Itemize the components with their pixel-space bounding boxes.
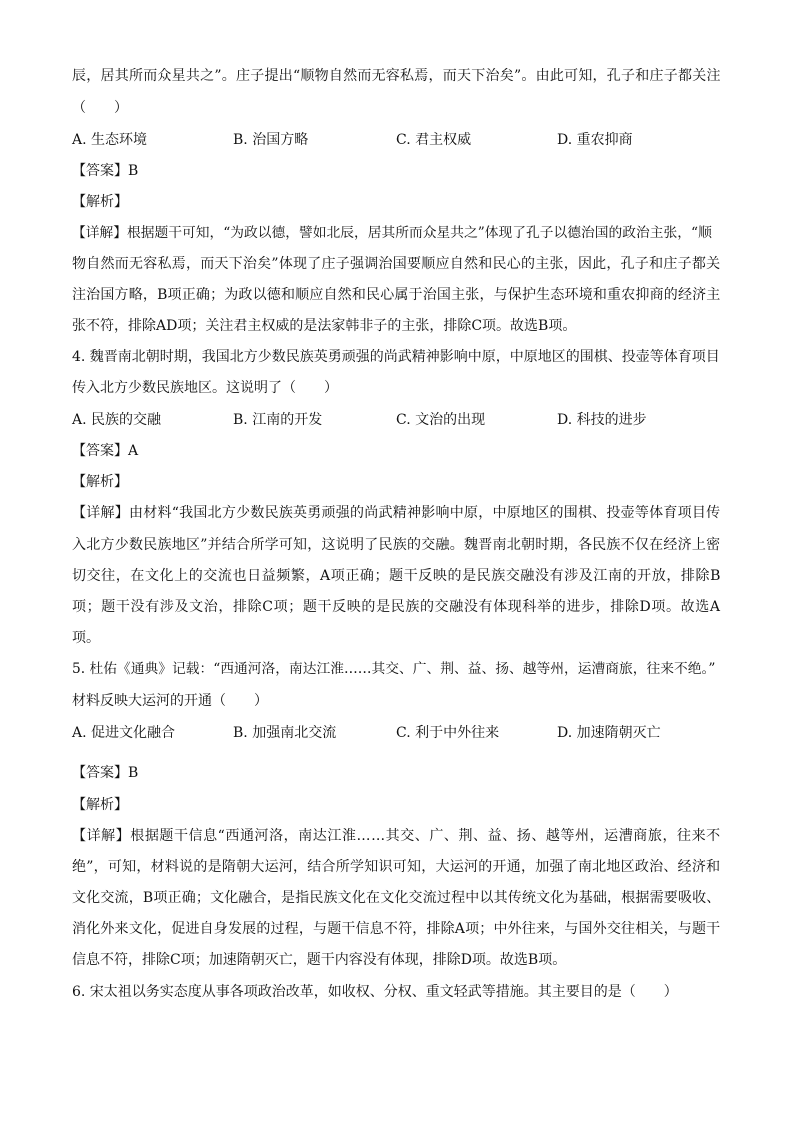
q4-option-d: D. 科技的进步 [557, 412, 647, 428]
q5-option-c: C. 利于中外往来 [396, 725, 500, 741]
q5-option-d: D. 加速隋朝灭亡 [557, 725, 661, 741]
q3-option-a: A. 生态环境 [72, 132, 148, 148]
q5-detail-line: 消化外来文化，促进自身发展的过程，与题干信息不符，排除A项；中外往来，与国外交往相关，与题干 [72, 921, 721, 937]
q3-option-c: C. 君主权威 [396, 132, 472, 148]
q5-stem-line: 5. 杜佑《通典》记载：“西通河洛，南达江淮……其交、广、荆、益、扬、越等州，运漕商旅，往来不绝。” [72, 661, 716, 677]
q4-stem-line: 传入北方少数民族地区。这说明了（ ） [72, 380, 338, 396]
q3-stem-line: （ ） [72, 100, 128, 116]
q4-detail-line: 切交往，在文化上的交流也日益频繁，A项正确；题干反映的是民族交融没有涉及江南的开放，排除B [72, 568, 721, 584]
q3-detail-line: 【详解】根据题干可知，“为政以德，譬如北辰，居其所而众星共之”体现了孔子以德治国的政治主张，“顺 [72, 225, 712, 241]
q4-detail-line: 【详解】由材料“我国北方少数民族英勇顽强的尚武精神影响中原，中原地区的围棋、投壶等体育项目传 [72, 505, 721, 521]
q4-detail-line: 项；题干没有涉及文治，排除C项；题干反映的是民族的交融没有体现科举的进步，排除D项。故选A [72, 599, 721, 615]
q3-option-d: D. 重农抑商 [557, 132, 633, 148]
q5-detail-line: 绝”，可知，材料说的是隋朝大运河，结合所学知识可知，大运河的开通，加强了南北地区政治、经济和 [72, 859, 721, 875]
q3-detail-line: 注治国方略，B项正确；为政以德和顺应自然和民心属于治国主张，与保护生态环境和重农抑商的经济主 [72, 287, 721, 303]
q6-stem-line: 6. 宋太祖以务实态度从事各项政治改革，如收权、分权、重文轻武等措施。其主要目的是（ ） [72, 984, 678, 1000]
q5-detail-line: 文化交流，B项正确；文化融合，是指民族文化在文化交流过程中以其传统文化为基础，根据需要吸收、 [72, 890, 721, 906]
q5-option-a: A. 促进文化融合 [72, 725, 176, 741]
q5-detail-line: 【详解】根据题干信息“西通河洛，南达江淮……其交、广、荆、益、扬、越等州，运漕商旅，往来不 [72, 828, 721, 844]
q4-option-c: C. 文治的出现 [396, 412, 486, 428]
q3-answer: 【答案】B [72, 163, 139, 179]
q3-analysis-label: 【解析】 [72, 194, 128, 210]
q5-answer: 【答案】B [72, 765, 139, 781]
q4-detail-line: 项。 [72, 630, 100, 646]
q4-option-a: A. 民族的交融 [72, 412, 162, 428]
q4-option-b: B. 江南的开发 [233, 412, 323, 428]
q5-detail-line: 信息不符，排除C项；加速隋朝灭亡，题干内容没有体现，排除D项。故选B项。 [72, 952, 567, 968]
q4-detail-line: 入北方少数民族地区”并结合所学可知，这说明了民族的交融。魏晋南北朝时期，各民族不仅在经济上密 [72, 537, 721, 553]
q4-stem-line: 4. 魏晋南北朝时期，我国北方少数民族英勇顽强的尚武精神影响中原，中原地区的围棋、投壶等体育项目 [72, 349, 720, 365]
q4-analysis-label: 【解析】 [72, 474, 128, 490]
q3-detail-line: 物自然而无容私焉，而天下治矣”体现了庄子强调治国要顺应自然和民心的主张，因此，孔子和庄子都关 [72, 256, 721, 272]
q3-detail-line: 张不符，排除AD项；关注君主权威的是法家韩非子的主张，排除C项。故选B项。 [72, 318, 577, 334]
q4-answer: 【答案】A [72, 443, 139, 459]
q5-analysis-label: 【解析】 [72, 797, 128, 813]
q5-option-b: B. 加强南北交流 [233, 725, 337, 741]
q5-stem-line: 材料反映大运河的开通（ ） [72, 693, 268, 709]
q3-stem-line: 辰，居其所而众星共之”。庄子提出“顺物自然而无容私焉，而天下治矣”。由此可知，孔子和庄子都关注 [72, 68, 721, 84]
q3-option-b: B. 治国方略 [233, 132, 309, 148]
